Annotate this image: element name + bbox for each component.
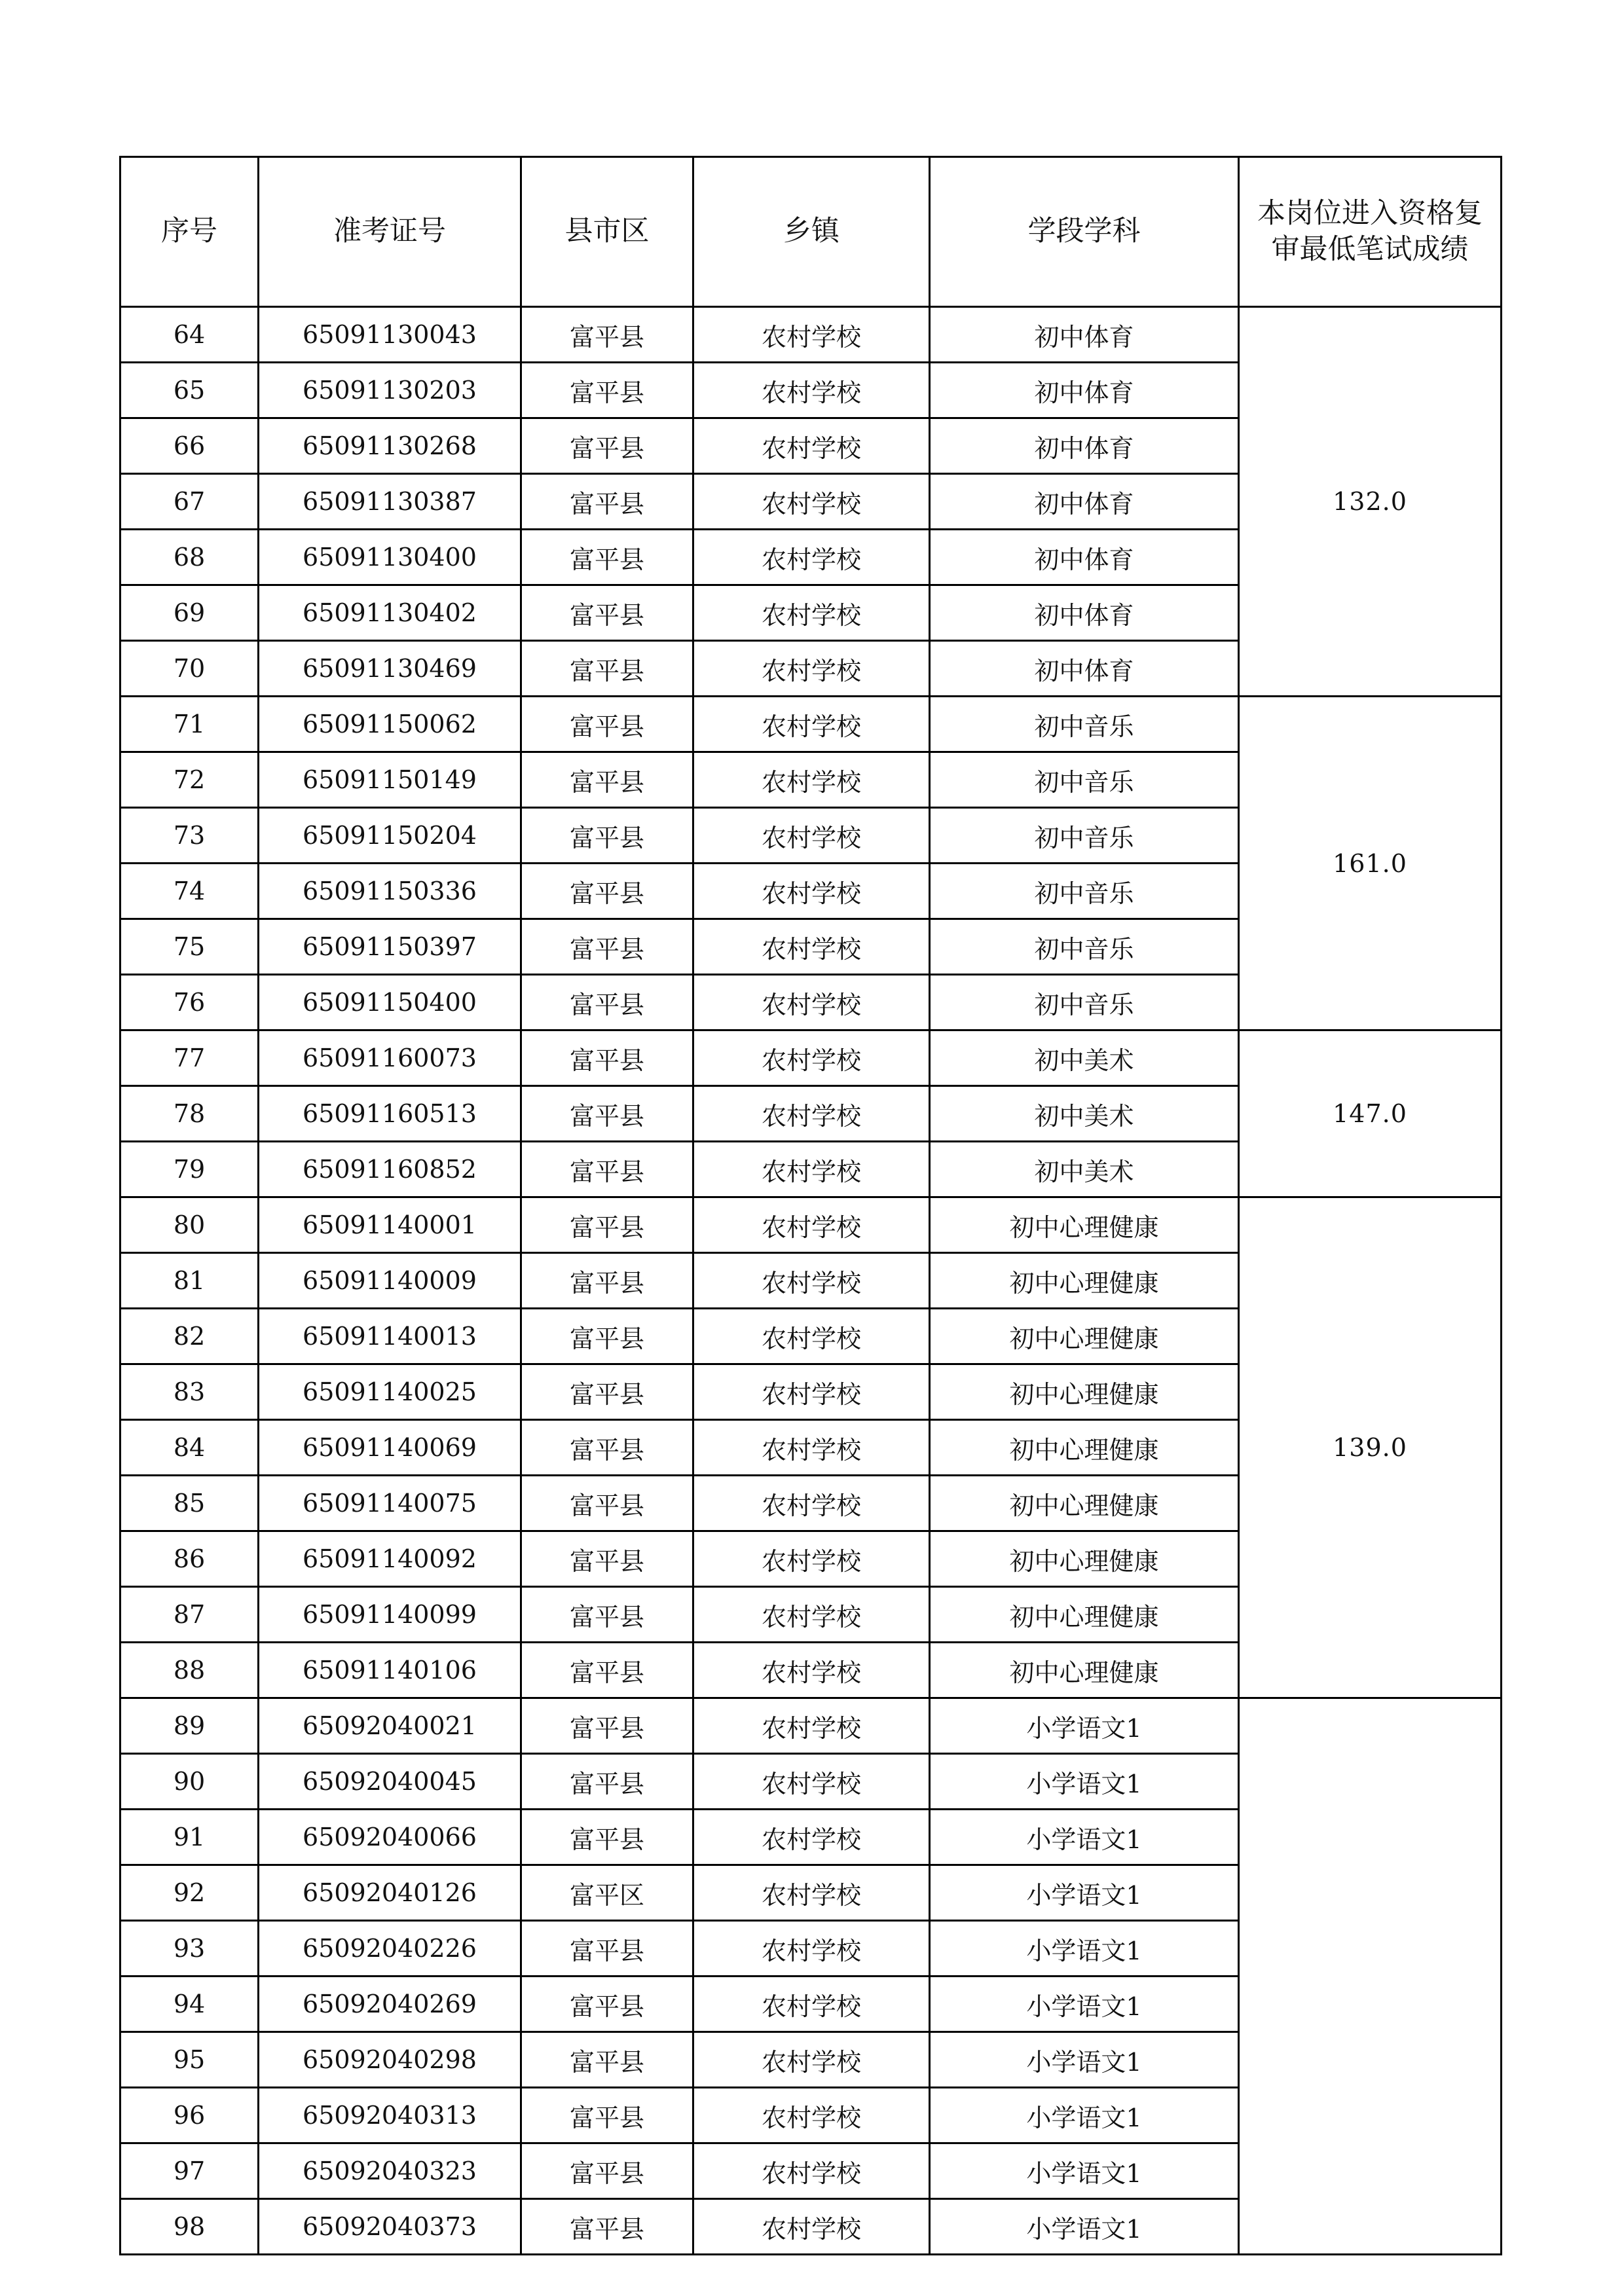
cell-county: 富平县 — [521, 1086, 693, 1142]
cell-county: 富平县 — [521, 641, 693, 697]
cell-exam-id: 65091130387 — [259, 474, 521, 530]
cell-county: 富平县 — [521, 1643, 693, 1698]
cell-subject: 初中音乐 — [930, 752, 1239, 808]
cell-town: 农村学校 — [693, 418, 930, 474]
cell-seq: 94 — [120, 1977, 259, 2032]
cell-county: 富平县 — [521, 2199, 693, 2255]
cell-exam-id: 65092040298 — [259, 2032, 521, 2088]
cell-seq: 80 — [120, 1197, 259, 1253]
cell-subject: 初中心理健康 — [930, 1531, 1239, 1587]
cell-town: 农村学校 — [693, 808, 930, 864]
cell-seq: 78 — [120, 1086, 259, 1142]
cell-seq: 97 — [120, 2143, 259, 2199]
header-county: 县市区 — [521, 157, 693, 307]
cell-subject: 小学语文1 — [930, 1754, 1239, 1810]
cell-town: 农村学校 — [693, 1253, 930, 1309]
cell-subject: 初中音乐 — [930, 919, 1239, 975]
cell-seq: 66 — [120, 418, 259, 474]
cell-seq: 72 — [120, 752, 259, 808]
cell-subject: 初中体育 — [930, 530, 1239, 585]
cell-subject: 小学语文1 — [930, 1810, 1239, 1865]
cell-town: 农村学校 — [693, 1309, 930, 1364]
cell-seq: 88 — [120, 1643, 259, 1698]
cell-county: 富平县 — [521, 418, 693, 474]
cell-subject: 初中音乐 — [930, 864, 1239, 919]
cell-county: 富平县 — [521, 919, 693, 975]
cell-county: 富平县 — [521, 1197, 693, 1253]
cell-subject: 初中心理健康 — [930, 1476, 1239, 1531]
cell-town: 农村学校 — [693, 1531, 930, 1587]
cell-seq: 95 — [120, 2032, 259, 2088]
cell-seq: 98 — [120, 2199, 259, 2255]
cell-exam-id: 65091140009 — [259, 1253, 521, 1309]
cell-subject: 初中体育 — [930, 418, 1239, 474]
cell-min-score: 147.0 — [1239, 1030, 1502, 1197]
cell-subject: 初中音乐 — [930, 808, 1239, 864]
cell-exam-id: 65091130469 — [259, 641, 521, 697]
cell-subject: 初中体育 — [930, 641, 1239, 697]
cell-county: 富平县 — [521, 2088, 693, 2143]
cell-exam-id: 65092040226 — [259, 1921, 521, 1977]
table-body — [120, 307, 1502, 2255]
cell-county: 富平县 — [521, 1309, 693, 1364]
cell-exam-id: 65091150400 — [259, 975, 521, 1030]
cell-exam-id: 65092040126 — [259, 1865, 521, 1921]
cell-seq: 91 — [120, 1810, 259, 1865]
exam-score-table — [119, 156, 1502, 2255]
table-row — [120, 697, 1502, 752]
table-row — [120, 1197, 1502, 1253]
cell-seq: 68 — [120, 530, 259, 585]
cell-seq: 75 — [120, 919, 259, 975]
cell-county: 富平县 — [521, 697, 693, 752]
cell-town: 农村学校 — [693, 641, 930, 697]
cell-town: 农村学校 — [693, 864, 930, 919]
cell-seq: 83 — [120, 1364, 259, 1420]
cell-subject: 初中体育 — [930, 307, 1239, 363]
cell-town: 农村学校 — [693, 1197, 930, 1253]
cell-min-score: 139.0 — [1239, 1197, 1502, 1698]
cell-town: 农村学校 — [693, 697, 930, 752]
cell-town: 农村学校 — [693, 919, 930, 975]
cell-seq: 76 — [120, 975, 259, 1030]
cell-exam-id: 65091160513 — [259, 1086, 521, 1142]
cell-exam-id: 65091140075 — [259, 1476, 521, 1531]
cell-town: 农村学校 — [693, 1030, 930, 1086]
cell-seq: 64 — [120, 307, 259, 363]
cell-town: 农村学校 — [693, 474, 930, 530]
cell-county: 富平县 — [521, 1476, 693, 1531]
cell-seq: 86 — [120, 1531, 259, 1587]
cell-exam-id: 65092040323 — [259, 2143, 521, 2199]
cell-subject: 小学语文1 — [930, 2143, 1239, 2199]
cell-exam-id: 65092040269 — [259, 1977, 521, 2032]
cell-town: 农村学校 — [693, 1364, 930, 1420]
cell-county: 富平县 — [521, 1698, 693, 1754]
cell-town: 农村学校 — [693, 307, 930, 363]
table-row — [120, 1698, 1502, 1754]
cell-county: 富平县 — [521, 585, 693, 641]
cell-county: 富平县 — [521, 530, 693, 585]
cell-exam-id: 65091140106 — [259, 1643, 521, 1698]
cell-exam-id: 65091140001 — [259, 1197, 521, 1253]
cell-town: 农村学校 — [693, 1698, 930, 1754]
cell-exam-id: 65091150336 — [259, 864, 521, 919]
cell-exam-id: 65092040045 — [259, 1754, 521, 1810]
cell-subject: 初中心理健康 — [930, 1643, 1239, 1698]
cell-county: 富平县 — [521, 1587, 693, 1643]
cell-seq: 93 — [120, 1921, 259, 1977]
cell-subject: 初中心理健康 — [930, 1309, 1239, 1364]
cell-min-score — [1239, 1698, 1502, 2255]
cell-town: 农村学校 — [693, 1921, 930, 1977]
cell-county: 富平县 — [521, 474, 693, 530]
header-subject: 学段学科 — [930, 157, 1239, 307]
cell-exam-id: 65091130043 — [259, 307, 521, 363]
cell-subject: 初中体育 — [930, 474, 1239, 530]
cell-county: 富平县 — [521, 1142, 693, 1197]
header-exam-id: 准考证号 — [259, 157, 521, 307]
cell-town: 农村学校 — [693, 975, 930, 1030]
cell-subject: 初中体育 — [930, 363, 1239, 418]
cell-exam-id: 65091140025 — [259, 1364, 521, 1420]
cell-seq: 89 — [120, 1698, 259, 1754]
cell-subject: 初中心理健康 — [930, 1587, 1239, 1643]
cell-seq: 65 — [120, 363, 259, 418]
cell-exam-id: 65091130268 — [259, 418, 521, 474]
cell-exam-id: 65091130402 — [259, 585, 521, 641]
cell-county: 富平区 — [521, 1865, 693, 1921]
cell-exam-id: 65091150149 — [259, 752, 521, 808]
cell-town: 农村学校 — [693, 1086, 930, 1142]
cell-seq: 85 — [120, 1476, 259, 1531]
cell-seq: 84 — [120, 1420, 259, 1476]
cell-exam-id: 65092040066 — [259, 1810, 521, 1865]
cell-exam-id: 65091160852 — [259, 1142, 521, 1197]
cell-county: 富平县 — [521, 975, 693, 1030]
cell-town: 农村学校 — [693, 1476, 930, 1531]
cell-subject: 小学语文1 — [930, 1865, 1239, 1921]
cell-exam-id: 65091140013 — [259, 1309, 521, 1364]
cell-subject: 小学语文1 — [930, 1921, 1239, 1977]
cell-town: 农村学校 — [693, 1643, 930, 1698]
cell-exam-id: 65092040313 — [259, 2088, 521, 2143]
header-town: 乡镇 — [693, 157, 930, 307]
cell-county: 富平县 — [521, 1754, 693, 1810]
cell-subject: 初中美术 — [930, 1142, 1239, 1197]
cell-county: 富平县 — [521, 864, 693, 919]
header-row — [120, 157, 1502, 307]
cell-subject: 初中音乐 — [930, 975, 1239, 1030]
cell-exam-id: 65091150204 — [259, 808, 521, 864]
cell-town: 农村学校 — [693, 2199, 930, 2255]
cell-subject: 小学语文1 — [930, 1977, 1239, 2032]
cell-county: 富平县 — [521, 752, 693, 808]
cell-seq: 74 — [120, 864, 259, 919]
cell-min-score: 132.0 — [1239, 307, 1502, 697]
cell-seq: 73 — [120, 808, 259, 864]
cell-seq: 79 — [120, 1142, 259, 1197]
cell-subject: 初中音乐 — [930, 697, 1239, 752]
header-seq: 序号 — [120, 157, 259, 307]
cell-subject: 初中美术 — [930, 1030, 1239, 1086]
cell-town: 农村学校 — [693, 2032, 930, 2088]
cell-seq: 90 — [120, 1754, 259, 1810]
cell-seq: 71 — [120, 697, 259, 752]
cell-town: 农村学校 — [693, 1142, 930, 1197]
cell-seq: 82 — [120, 1309, 259, 1364]
cell-exam-id: 65091160073 — [259, 1030, 521, 1086]
cell-county: 富平县 — [521, 1364, 693, 1420]
cell-town: 农村学校 — [693, 1810, 930, 1865]
cell-county: 富平县 — [521, 2143, 693, 2199]
cell-town: 农村学校 — [693, 1754, 930, 1810]
cell-exam-id: 65092040373 — [259, 2199, 521, 2255]
cell-subject: 初中心理健康 — [930, 1420, 1239, 1476]
cell-county: 富平县 — [521, 1977, 693, 2032]
cell-seq: 96 — [120, 2088, 259, 2143]
cell-exam-id: 65091150397 — [259, 919, 521, 975]
cell-seq: 70 — [120, 641, 259, 697]
cell-town: 农村学校 — [693, 363, 930, 418]
cell-exam-id: 65091140092 — [259, 1531, 521, 1587]
cell-subject: 小学语文1 — [930, 2088, 1239, 2143]
cell-county: 富平县 — [521, 1531, 693, 1587]
cell-seq: 92 — [120, 1865, 259, 1921]
cell-town: 农村学校 — [693, 585, 930, 641]
header-min-score: 本岗位进入资格复审最低笔试成绩 — [1239, 157, 1502, 307]
cell-town: 农村学校 — [693, 2143, 930, 2199]
cell-subject: 初中心理健康 — [930, 1364, 1239, 1420]
cell-seq: 87 — [120, 1587, 259, 1643]
cell-county: 富平县 — [521, 363, 693, 418]
table-row — [120, 307, 1502, 363]
cell-seq: 77 — [120, 1030, 259, 1086]
cell-subject: 初中体育 — [930, 585, 1239, 641]
cell-county: 富平县 — [521, 307, 693, 363]
cell-exam-id: 65091130203 — [259, 363, 521, 418]
cell-county: 富平县 — [521, 1810, 693, 1865]
cell-county: 富平县 — [521, 1420, 693, 1476]
cell-county: 富平县 — [521, 1030, 693, 1086]
cell-subject: 初中美术 — [930, 1086, 1239, 1142]
cell-seq: 81 — [120, 1253, 259, 1309]
cell-seq: 67 — [120, 474, 259, 530]
table-row — [120, 1030, 1502, 1086]
cell-exam-id: 65091130400 — [259, 530, 521, 585]
cell-min-score: 161.0 — [1239, 697, 1502, 1030]
cell-town: 农村学校 — [693, 1420, 930, 1476]
cell-town: 农村学校 — [693, 1865, 930, 1921]
cell-subject: 初中心理健康 — [930, 1197, 1239, 1253]
cell-subject: 小学语文1 — [930, 2032, 1239, 2088]
cell-seq: 69 — [120, 585, 259, 641]
cell-county: 富平县 — [521, 808, 693, 864]
cell-subject: 初中心理健康 — [930, 1253, 1239, 1309]
cell-subject: 小学语文1 — [930, 1698, 1239, 1754]
cell-town: 农村学校 — [693, 1977, 930, 2032]
results-sheet — [119, 156, 1502, 2255]
cell-town: 农村学校 — [693, 2088, 930, 2143]
cell-town: 农村学校 — [693, 530, 930, 585]
cell-exam-id: 65091140069 — [259, 1420, 521, 1476]
cell-county: 富平县 — [521, 1253, 693, 1309]
cell-town: 农村学校 — [693, 752, 930, 808]
cell-county: 富平县 — [521, 1921, 693, 1977]
cell-county: 富平县 — [521, 2032, 693, 2088]
cell-exam-id: 65091150062 — [259, 697, 521, 752]
cell-subject: 小学语文1 — [930, 2199, 1239, 2255]
cell-exam-id: 65091140099 — [259, 1587, 521, 1643]
cell-town: 农村学校 — [693, 1587, 930, 1643]
cell-exam-id: 65092040021 — [259, 1698, 521, 1754]
